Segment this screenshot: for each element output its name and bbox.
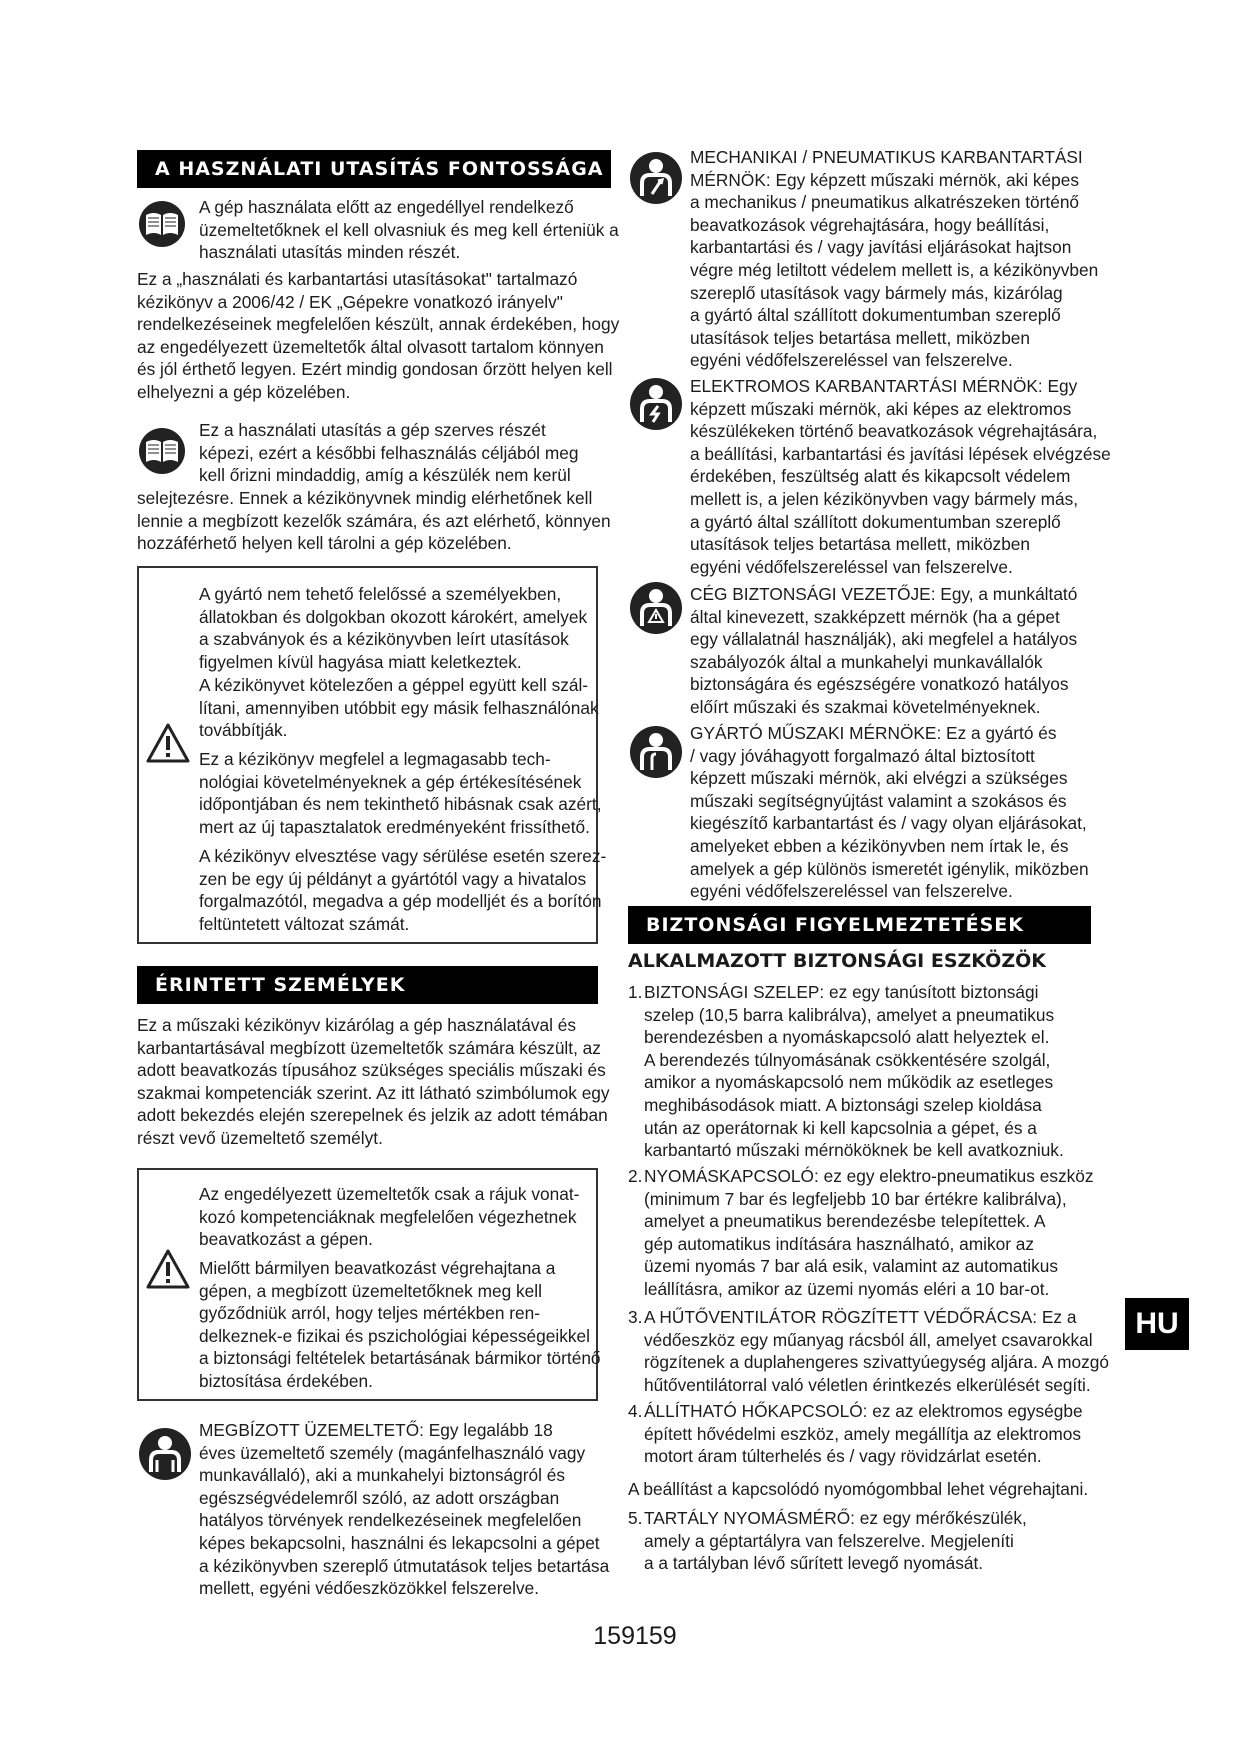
item-text: TARTÁLY NYOMÁSMÉRŐ: ez egy mérőkészülék, amely a géptartályra van felszerelve. Megjeleníti a a tartályban lévő sűrített levegő nyomását. <box>644 1508 1027 1574</box>
manual-keep-text: Ez a használati utasítás a gép szerves részét képezi, ezért a későbbi felhasználás céljából meg kell őrizni mindaddig, amíg a készülék nem kerül <box>199 420 579 486</box>
persons-paragraph: Ez a műszaki kézikönyv kizárólag a gép használatával és karbantartásával megbízott üzemeltetők számára készült, az adott beavatkozás típusához szükséges speciális műszaki és szakmai kompetenciák szerint. Az itt látható szimbólumok egy adott bekezdés elején szerepelnek és jelzik az adott témában részt vevő üzemeltető személyt. <box>137 1015 610 1148</box>
item-number: 4. <box>628 1401 643 1421</box>
reset-note: A beállítást a kapcsolódó nyomógombbal lehet végrehajtani. <box>628 1479 1089 1499</box>
safety-manager-icon <box>628 580 684 636</box>
warning-text-3: Ez a kézikönyv megfelel a legmagasabb tech- nológiai követelményeknek a gép értékesítésének időpontjában és nem tekinthető hibásnak csak azért, mert az új tapasztalatok eredményeként frissíthető. <box>199 749 602 837</box>
manufacturer-engineer-icon <box>628 724 684 780</box>
item-text: A HŰTŐVENTILÁTOR RÖGZÍTETT VÉDŐRÁCSA: Ez a védőeszköz egy műanyag rácsból áll, amelyet csavarokkal rögzítenek a duplahengeres szivattyúegység aljára. A mozgó hűtőventilátorral való véletlen érintkezés elkerülését segíti. <box>644 1307 1109 1395</box>
item-text: NYOMÁSKAPCSOLÓ: ez egy elektro-pneumatikus eszköz (minimum 7 bar és legfeljebb 10 bar értékre kalibrálva), amelyet a pneumatikus berendezésbe telepítettek. A gép automatikus indítására használható, amikor az üzemi nyomás 7 bar alá esik, valamint az automatikus leállításra, amikor az üzemi nyomás eléri a 10 bar-ot. <box>644 1166 1094 1299</box>
intro-icon-text: A gép használata előtt az engedéllyel rendelkező üzemeltetőknek el kell olvasniuk és meg kell érteniük a használati utasítás minden részét. <box>199 197 619 263</box>
section-header-persons: ÉRINTETT SZEMÉLYEK <box>137 966 598 1004</box>
book-icon-2 <box>137 426 187 476</box>
warning-text-4: A kézikönyv elvesztése vagy sérülése esetén szerez- zen be egy új példányt a gyártótól vagy a hivatalos forgalmazótól, megadva a gép modelljét és a borítón feltüntetett változat számát. <box>199 846 607 934</box>
warning-text-2: A kézikönyvet kötelezően a géppel együtt kell szál- lítani, amennyiben utóbbit egy másik felhasználónak továbbítják. <box>199 675 599 741</box>
item-text: BIZTONSÁGI SZELEP: ez egy tanúsított biztonsági szelep (10,5 barra kalibrálva), amelyet a pneumatikus berendezésben a nyomáskapcsoló alatt helyeztek el. A berendezés túlnyomásának csökkentésére szolgál, amikor a nyomáskapcsoló nem működik az esetleges meghibásodások miatt. A biztonsági szelep kioldása után az operátornak ki kell kapcsolnia a gépet, és a karbantartó műszaki mérnököknek be kell avatkozniuk. <box>644 982 1064 1161</box>
item-number: 5. <box>628 1508 643 1528</box>
mechanical-engineer-icon <box>628 150 684 206</box>
warning-text-1: A gyártó nem tehető felelőssé a személyekben, állatokban és dolgokban okozott károkért, amelyek a szabványok és a kézikönyvben leírt utasítások figyelmen kívül hagyása miatt keletkeztek. <box>199 584 588 672</box>
intro-paragraph: Ez a „használati és karbantartási utasításokat" tartalmazó kézikönyv a 2006/42 / EK „Gépekre vonatkozó irányelv" rendelkezéseinek megfelelően készült, annak érdekében, hogy az engedélyezett üzemeltetők által olvasott tartalom könnyen és jól érthető legyen. Ezért mindig gondosan őrzött helyen kell elhelyezni a gép közelében. <box>137 269 620 402</box>
item-text: ÁLLÍTHATÓ HŐKAPCSOLÓ: ez az elektromos egységbe épített hővédelmi eszköz, amely megállítja az elektromos motort áram túlterhelés és / vagy rövidzárlat esetén. <box>644 1401 1083 1467</box>
manual-keep-text-cont: selejtezésre. Ennek a kézikönyvnek mindig elérhetőnek kell lennie a megbízott kezelők számára, és azt elérhető, könnyen hozzáférhető helyen kell tárolni a gép közelében. <box>137 488 611 554</box>
mechanical-engineer-text: MECHANIKAI / PNEUMATIKUS KARBANTARTÁSI MÉRNÖK: Egy képzett műszaki mérnök, aki képes a mechanikus / pneumatikus alkatrészeken történő beavatkozások végrehajtására, hogy beállítási, karbantartási és / vagy javítási eljárásokat hajtson végre még letiltott védelem mellett is, a kézikönyvben szereplő utasítások vagy bármely más, kizárólag a gyártó által szállított dokumentumban szereplő utasítások teljes betartása mellett, miközben egyéni védőfelszereléssel van felszerelve. <box>690 147 1099 371</box>
electrical-engineer-icon <box>628 376 684 432</box>
warning-triangle-icon-2 <box>145 1248 191 1290</box>
item-number: 2. <box>628 1166 643 1186</box>
manufacturer-engineer-text: GYÁRTÓ MŰSZAKI MÉRNÖKE: Ez a gyártó és / vagy jóváhagyott forgalmazó által biztosított képzett műszaki mérnök, aki elvégzi a szükséges műszaki segítségnyújtást valamint a szokásos és kiegészítő karbantartást és / vagy olyan eljárásokat, amelyeket ebben a kézikönyvben nem írtak le, és amelyek a gép különös ismeretét igénylik, miközben egyéni védőfelszereléssel van felszerelve. <box>690 723 1089 902</box>
operator-person-icon <box>137 1426 193 1482</box>
book-icon <box>137 199 187 249</box>
safety-manager-text: CÉG BIZTONSÁGI VEZETŐJE: Egy, a munkáltató által kinevezett, szakképzett mérnök (ha a gépet egy vállalatnál használják), aki megfelel a hatályos szabályozók által a munkahelyi munkavállalók biztonságára és egészségére vonatkozó hatályos előírt műszaki és szakmai követelményeknek. <box>690 584 1078 717</box>
warning-triangle-icon <box>145 722 191 764</box>
language-tab-hu: HU <box>1125 1298 1189 1350</box>
section-header-safety-warnings: BIZTONSÁGI FIGYELMEZTETÉSEK <box>628 906 1091 944</box>
page-number: 159159 <box>593 1622 677 1650</box>
operator-warning-1: Az engedélyezett üzemeltetők csak a rájuk vonat- kozó kompetenciáknak megfelelően végezhetnek beavatkozást a gépen. <box>199 1184 580 1250</box>
safety-devices-subheader: ALKALMAZOTT BIZTONSÁGI ESZKÖZÖK <box>628 950 1046 972</box>
section-header-importance: A HASZNÁLATI UTASÍTÁS FONTOSSÁGA <box>137 150 611 188</box>
operator-warning-2: Mielőtt bármilyen beavatkozást végrehajtana a gépen, a megbízott üzemeltetőknek meg kell győződniük arról, hogy teljes mértékben ren- delkeznek-e fizikai és pszichológiai képességeikkel a biztonsági feltételek betartásának bármikor történő biztosítása érdekében. <box>199 1258 601 1391</box>
operator-definition: MEGBÍZOTT ÜZEMELTETŐ: Egy legalább 18 éves üzemeltető személy (magánfelhasználó vagy munkavállaló), aki a munkahelyi biztonságról és egészségvédelemről szóló, az adott országban hatályos törvények rendelkezéseinek megfelelően képes bekapcsolni, használni és lekapcsolni a gépet a kézikönyvben szereplő útmutatások teljes betartása mellett, egyéni védőeszközökkel felszerelve. <box>199 1420 610 1599</box>
electrical-engineer-text: ELEKTROMOS KARBANTARTÁSI MÉRNÖK: Egy képzett műszaki mérnök, aki képes az elektromos készülékeken történő beavatkozások végrehajtására, a beállítási, karbantartási és javítási lépések elvégzése érdekében, feszültség alatt és kikapcsolt védelem mellett is, a jelen kézikönyvben vagy bármely más, a gyártó által szállított dokumentumban szereplő utasítások teljes betartása mellett, miközben egyéni védőfelszereléssel van felszerelve. <box>690 376 1111 577</box>
item-number: 1. <box>628 982 643 1002</box>
item-number: 3. <box>628 1307 643 1327</box>
